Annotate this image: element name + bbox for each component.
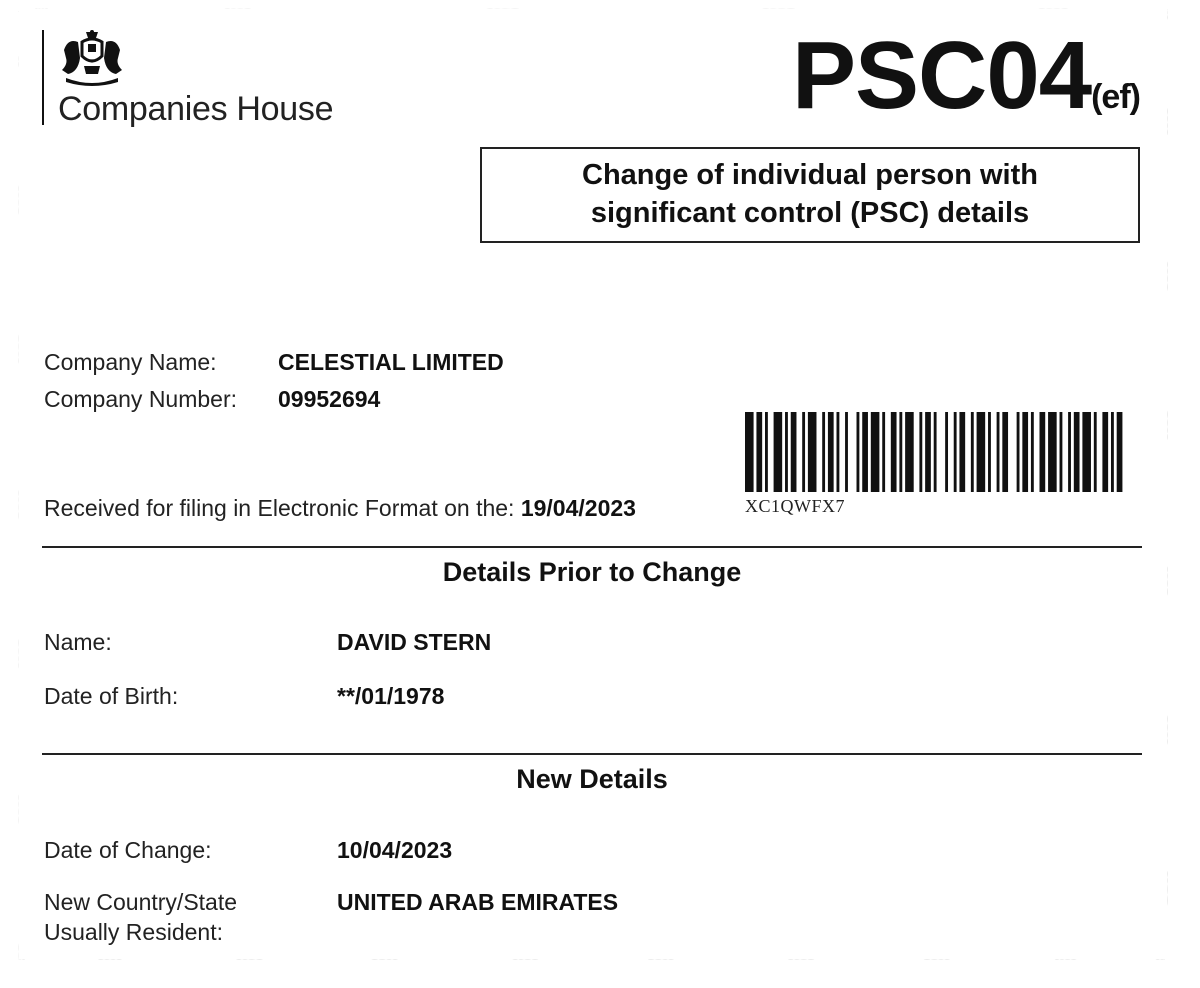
barcode-bar <box>837 412 840 492</box>
prior-name-label: Name: <box>44 629 112 655</box>
country-label-line2: Usually Resident: <box>44 919 223 945</box>
barcode-bar <box>899 412 902 492</box>
org-name: Companies House <box>58 90 334 128</box>
barcode-bar <box>945 412 948 492</box>
logo-divider <box>42 30 44 125</box>
form-title-box <box>480 147 1140 243</box>
barcode-bar <box>971 412 974 492</box>
barcode-bar <box>882 412 885 492</box>
barcode-bar <box>756 412 762 492</box>
barcode-bar <box>1022 412 1028 492</box>
barcode-bar <box>745 412 754 492</box>
barcode-bar <box>988 412 991 492</box>
barcode-bar <box>828 412 834 492</box>
barcode-bar <box>1082 412 1091 492</box>
barcode-bar <box>1111 412 1114 492</box>
barcode-bar <box>1094 412 1097 492</box>
barcode-text: XC1QWFX7 <box>745 496 846 516</box>
company-name-value: CELESTIAL LIMITED <box>278 349 504 375</box>
company-number-label: Company Number: <box>44 386 238 412</box>
barcode-bar <box>1102 412 1108 492</box>
form-title: Change of individual person with significant control (PSC) details <box>582 159 1038 229</box>
country-value: UNITED ARAB EMIRATES <box>337 889 619 915</box>
received-line <box>44 495 636 522</box>
barcode-bar <box>845 412 848 492</box>
barcode-bar <box>1002 412 1008 492</box>
section-divider <box>42 753 1142 755</box>
new-details-heading: New Details <box>516 764 668 794</box>
company-number-value: 09952694 <box>278 386 381 412</box>
company-name-label: Company Name: <box>44 349 217 375</box>
barcode-bar <box>959 412 965 492</box>
received-date: 19/04/2023 <box>520 495 636 521</box>
royal-crest-icon <box>58 30 126 88</box>
barcode-bar <box>1074 412 1080 492</box>
barcode-bar <box>791 412 797 492</box>
barcode-bar <box>1117 412 1123 492</box>
barcode-icon <box>745 412 1131 492</box>
barcode-bar <box>891 412 897 492</box>
barcode-bar <box>1060 412 1063 492</box>
barcode-bar <box>934 412 937 492</box>
barcode-bar <box>785 412 788 492</box>
barcode-bar <box>954 412 957 492</box>
barcode-bar <box>905 412 914 492</box>
barcode-bar <box>774 412 783 492</box>
barcode-bar <box>1017 412 1020 492</box>
barcode-bar <box>997 412 1000 492</box>
barcode-bar <box>802 412 805 492</box>
dob-label: Date of Birth: <box>44 683 179 709</box>
form-code <box>791 22 1140 129</box>
barcode-bar <box>977 412 986 492</box>
barcode-bar <box>857 412 860 492</box>
form-code-suffix: (ef) <box>1091 78 1140 116</box>
barcode-bar <box>925 412 931 492</box>
section-divider <box>42 546 1142 548</box>
barcode-bar <box>1048 412 1057 492</box>
form-code-main: PSC04 <box>791 22 1092 129</box>
received-label: Received for filing in Electronic Format on the: <box>44 495 515 521</box>
country-label-line1: New Country/State <box>44 889 238 915</box>
date-of-change-value: 10/04/2023 <box>337 837 453 863</box>
date-of-change-label: Date of Change: <box>44 837 212 863</box>
barcode-bar <box>1031 412 1034 492</box>
barcode-bar <box>765 412 768 492</box>
barcode-bar <box>871 412 880 492</box>
barcode-bar <box>822 412 825 492</box>
prior-details-heading: Details Prior to Change <box>442 557 742 587</box>
barcode-bar <box>862 412 868 492</box>
barcode-bar <box>808 412 817 492</box>
dob-value: **/01/1978 <box>337 683 445 709</box>
barcode-bar <box>1068 412 1071 492</box>
barcode-bar <box>1040 412 1046 492</box>
prior-name-value: DAVID STERN <box>337 629 492 655</box>
barcode-bar <box>919 412 922 492</box>
